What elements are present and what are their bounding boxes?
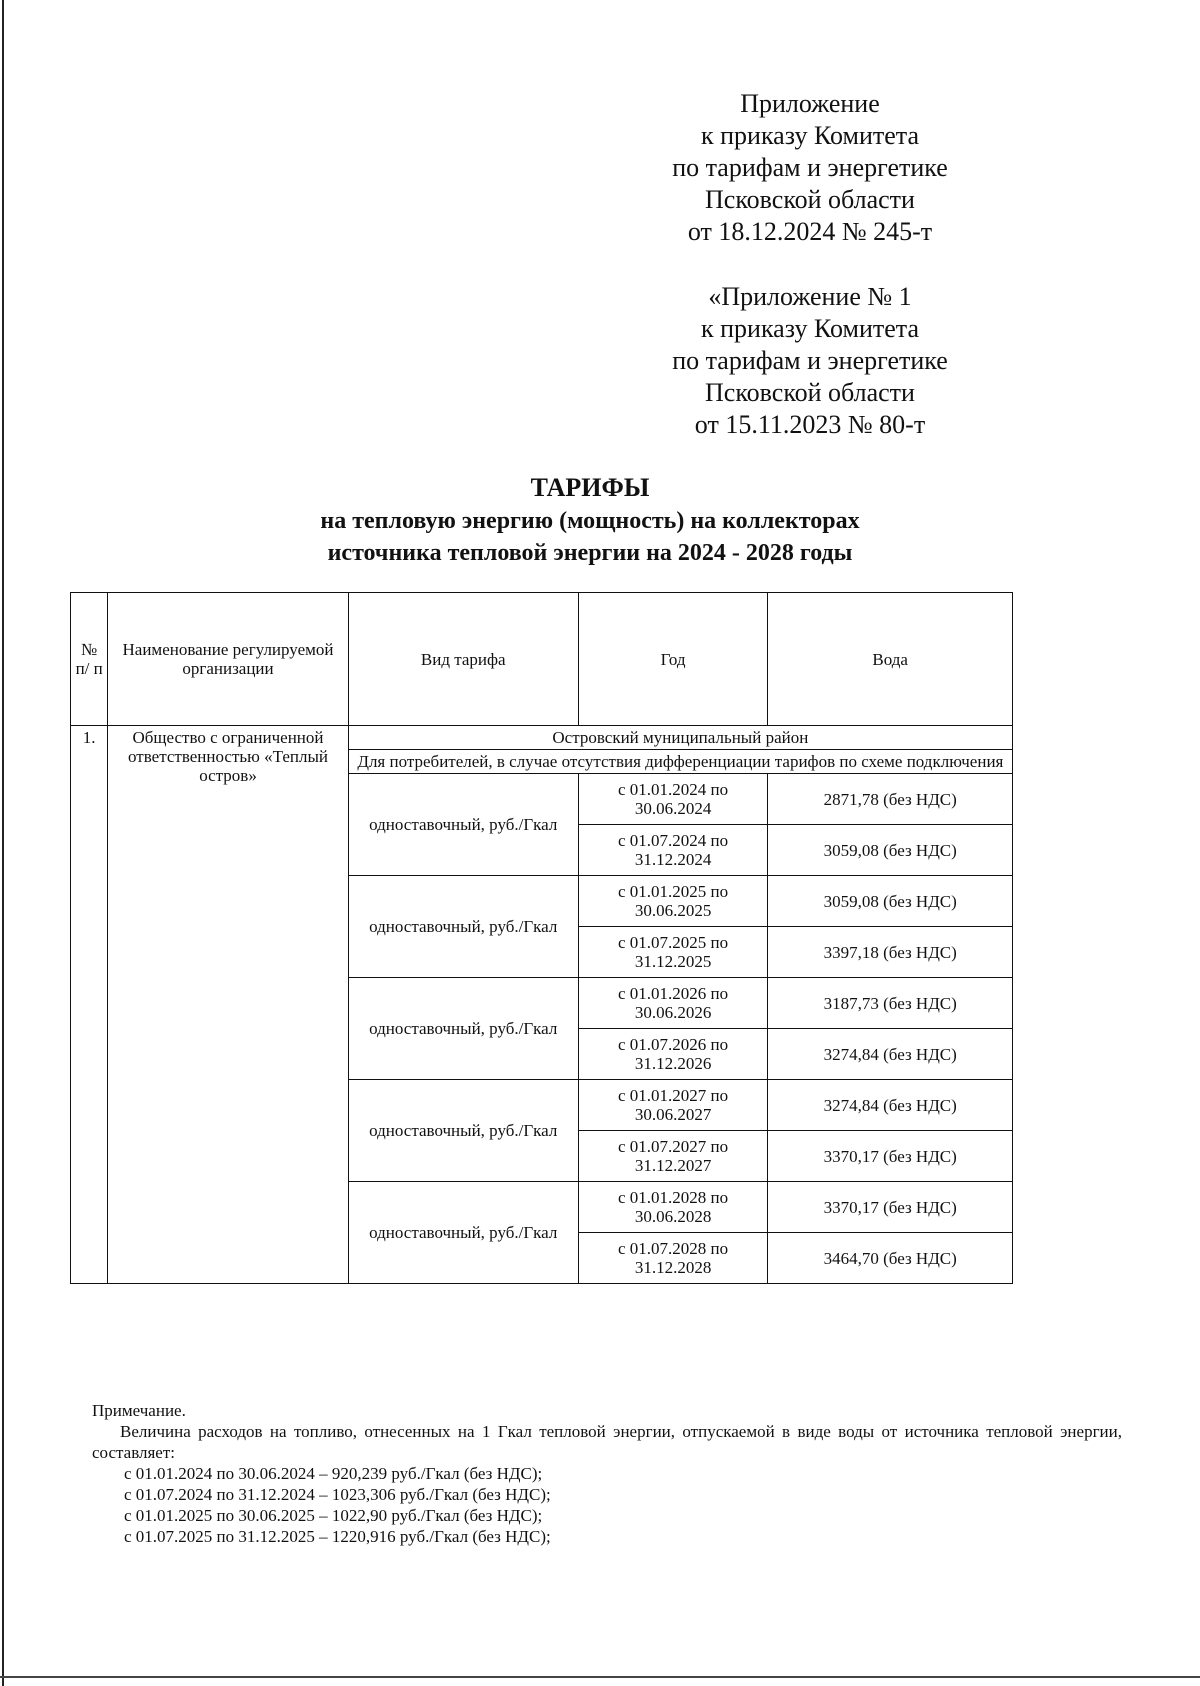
value-cell: 3370,17 (без НДС) <box>768 1182 1013 1233</box>
notes-line: с 01.07.2025 по 31.12.2025 – 1220,916 руб./Гкал (без НДС); <box>124 1527 551 1546</box>
period-cell: с 01.01.2028 по 30.06.2028 <box>578 1182 768 1233</box>
header-organization: Наименование регулируемой организации <box>108 593 348 726</box>
period-cell: с 01.07.2024 по 31.12.2024 <box>578 825 768 876</box>
period-cell: с 01.07.2028 по 31.12.2028 <box>578 1233 768 1284</box>
appendix-line: по тарифам и энергетике <box>672 346 948 375</box>
scan-edge-left <box>2 0 4 1686</box>
notes-line: с 01.07.2024 по 31.12.2024 – 1023,306 руб./Гкал (без НДС); <box>124 1485 551 1504</box>
appendix-line: к приказу Комитета <box>700 314 919 343</box>
value-cell: 2871,78 (без НДС) <box>768 774 1013 825</box>
subtitle-line: источника тепловой энергии на 2024 - 2028 годы <box>327 540 853 566</box>
value-cell: 3370,17 (без НДС) <box>768 1131 1013 1182</box>
consumer-note: Для потребителей, в случае отсутствия дифференциации тарифов по схеме подключения <box>348 750 1012 774</box>
appendix-line: к приказу Комитета <box>700 121 919 150</box>
period-cell: с 01.01.2027 по 30.06.2027 <box>578 1080 768 1131</box>
value-cell: 3464,70 (без НДС) <box>768 1233 1013 1284</box>
notes-label: Примечание. <box>92 1401 186 1420</box>
notes-section <box>92 1400 1122 1547</box>
period-cell: с 01.01.2025 по 30.06.2025 <box>578 876 768 927</box>
appendix-line: от 15.11.2023 № 80-т <box>694 410 926 439</box>
value-cell: 3059,08 (без НДС) <box>768 876 1013 927</box>
organization-name: Общество с ограниченной ответственностью «Теплый остров» <box>108 726 348 1284</box>
appendix-line: «Приложение № 1 <box>708 282 912 311</box>
header-tariff-type: Вид тарифа <box>348 593 578 726</box>
notes-line: с 01.01.2025 по 30.06.2025 – 1022,90 руб./Гкал (без НДС); <box>124 1506 543 1525</box>
document-subtitle <box>150 505 1030 569</box>
appendix-line: Псковской области <box>705 185 915 214</box>
appendix-line: Приложение <box>740 89 880 118</box>
appendix-line: по тарифам и энергетике <box>672 153 948 182</box>
header-num: № п/ п <box>71 593 108 726</box>
period-cell: с 01.07.2027 по 31.12.2027 <box>578 1131 768 1182</box>
header-water: Вода <box>768 593 1013 726</box>
value-cell: 3274,84 (без НДС) <box>768 1080 1013 1131</box>
notes-intro: Величина расходов на топливо, отнесенных на 1 Гкал тепловой энергии, отпускаемой в виде воды от источника тепловой энергии, составляет: <box>92 1422 1122 1462</box>
period-cell: с 01.07.2025 по 31.12.2025 <box>578 927 768 978</box>
original-appendix-header <box>560 281 1060 441</box>
district-name: Островский муниципальный район <box>348 726 1012 750</box>
scan-edge-bottom <box>0 1676 1200 1678</box>
appendix-header <box>560 88 1060 248</box>
appendix-line: от 18.12.2024 № 245-т <box>687 217 933 246</box>
tariff-type-cell: одноставочный, руб./Гкал <box>348 978 578 1080</box>
header-year: Год <box>578 593 768 726</box>
tariffs-table <box>70 592 1013 1284</box>
period-cell: с 01.07.2026 по 31.12.2026 <box>578 1029 768 1080</box>
tariff-type-cell: одноставочный, руб./Гкал <box>348 1182 578 1284</box>
period-cell: с 01.01.2024 по 30.06.2024 <box>578 774 768 825</box>
value-cell: 3187,73 (без НДС) <box>768 978 1013 1029</box>
value-cell: 3397,18 (без НДС) <box>768 927 1013 978</box>
document-title: ТАРИФЫ <box>530 473 650 502</box>
tariff-type-cell: одноставочный, руб./Гкал <box>348 774 578 876</box>
appendix-line: Псковской области <box>705 378 915 407</box>
row-number: 1. <box>71 726 108 1284</box>
table-row <box>71 726 1013 750</box>
tariff-type-cell: одноставочный, руб./Гкал <box>348 876 578 978</box>
notes-line: с 01.01.2024 по 30.06.2024 – 920,239 руб./Гкал (без НДС); <box>124 1464 543 1483</box>
subtitle-line: на тепловую энергию (мощность) на коллекторах <box>320 508 860 534</box>
tariff-type-cell: одноставочный, руб./Гкал <box>348 1080 578 1182</box>
period-cell: с 01.01.2026 по 30.06.2026 <box>578 978 768 1029</box>
value-cell: 3059,08 (без НДС) <box>768 825 1013 876</box>
value-cell: 3274,84 (без НДС) <box>768 1029 1013 1080</box>
table-header-row <box>71 593 1013 726</box>
